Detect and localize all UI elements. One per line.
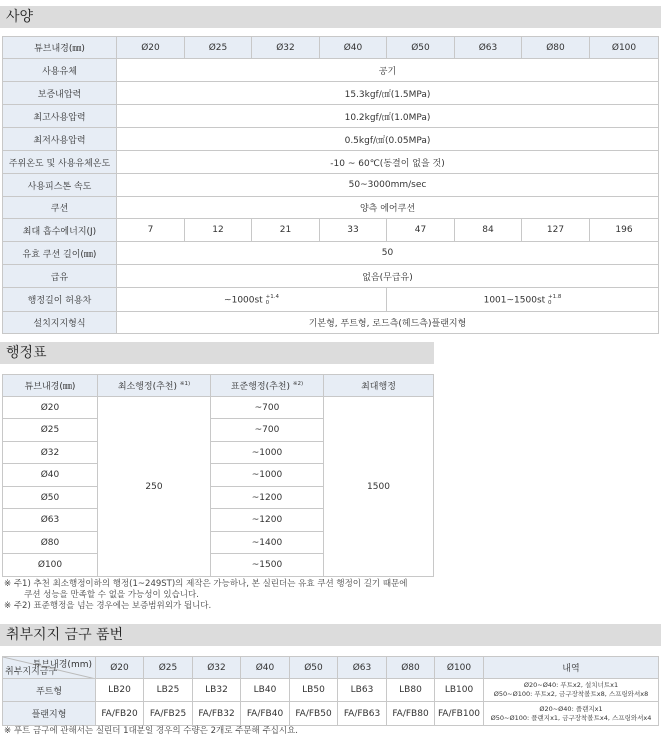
fixture-code: FA/FB32 (193, 702, 241, 726)
stroke-std-value: ~1400 (211, 532, 324, 554)
fixture-bore: Ø20 (96, 657, 144, 679)
fixture-note: ※ 푸트 금구에 관해서는 실린더 1대분일 경우의 수량은 2개로 주문해 주십시요. (4, 726, 298, 736)
spec-cushion-length-value: 50 (117, 242, 659, 265)
fixture-code: LB32 (193, 679, 241, 702)
fixture-bore: Ø40 (241, 657, 290, 679)
stroke-bore-header: 튜브내경(㎜) (3, 375, 98, 397)
stroke-min-value: 250 (98, 397, 211, 577)
spec-row-value: 양측 에어쿠션 (117, 197, 659, 219)
fixture-row-label: 플랜지형 (3, 702, 96, 726)
spec-energy-value: 127 (522, 219, 590, 242)
spec-tolerance-label: 행정길이 허용차 (3, 288, 117, 312)
fixture-code: FA/FB25 (144, 702, 193, 726)
stroke-table (2, 374, 434, 577)
stroke-std-value: ~700 (211, 397, 324, 419)
fixture-bore: Ø25 (144, 657, 193, 679)
fixture-code: LB100 (435, 679, 484, 702)
spec-energy-value: 21 (252, 219, 320, 242)
stroke-max-header: 최대행정 (324, 375, 434, 397)
stroke-bore: Ø50 (3, 487, 98, 509)
tolerance-left-limits (266, 294, 279, 306)
stroke-bore: Ø63 (3, 509, 98, 532)
stroke-header-row (3, 375, 434, 397)
fixture-code: FA/FB40 (241, 702, 290, 726)
spec-row (3, 174, 659, 197)
spec-row-label: 쿠션 (3, 197, 117, 219)
stroke-note-1-cont: 쿠션 성능을 만족할 수 없을 가능성이 있습니다. (24, 590, 199, 600)
spec-lube-row (3, 265, 659, 288)
spec-cushion-length-row (3, 242, 659, 265)
spec-cushion-length-label: 유효 쿠션 길이(㎜) (3, 242, 117, 265)
spec-row-label: 주위온도 및 사용유체온도 (3, 151, 117, 174)
fixture-row-foot (3, 679, 659, 702)
fixture-bore: Ø32 (193, 657, 241, 679)
fixture-detail-line: Ø50~Ø100: 플랜지x1, 금구장착볼트x4, 스프링와셔x4 (490, 713, 652, 722)
fixture-code: LB50 (290, 679, 338, 702)
spec-energy-value: 33 (320, 219, 387, 242)
fixture-corner-bottom: 취부지지금구 (5, 667, 58, 677)
fixture-bore: Ø63 (338, 657, 387, 679)
stroke-bore: Ø40 (3, 464, 98, 487)
stroke-notes (2, 579, 444, 612)
spec-tolerance-row (3, 288, 659, 312)
stroke-bore: Ø25 (3, 419, 98, 442)
stroke-std-value: ~1500 (211, 554, 324, 577)
fixture-corner-cell (3, 657, 96, 679)
tolerance-left-zero: 0 (265, 299, 270, 306)
stroke-std-note-mark: ※2) (292, 381, 304, 387)
stroke-bore: Ø32 (3, 442, 98, 464)
fixture-code: LB80 (387, 679, 435, 702)
spec-row (3, 151, 659, 174)
spec-energy-label: 최대 흡수에너지(J) (3, 219, 117, 242)
stroke-std-value: ~1200 (211, 509, 324, 532)
fixture-detail-line: Ø20~Ø40: 플랜지x1 (539, 704, 603, 713)
fixture-corner-top: 튜브내경(mm) (32, 660, 92, 670)
stroke-min-header (98, 375, 211, 397)
fixture-header-row (3, 657, 659, 679)
spec-bore: Ø50 (387, 37, 455, 59)
stroke-std-header-label: 표준행정(추천) (230, 382, 291, 392)
fixture-row-flange (3, 702, 659, 726)
spec-bore: Ø20 (117, 37, 185, 59)
spec-row-value: 공기 (117, 59, 659, 82)
tolerance-right-range: 1001~1500st (483, 295, 546, 305)
stroke-min-header-label: 최소행정(추천) (117, 382, 178, 392)
stroke-std-header (211, 375, 324, 397)
fixture-code: FA/FB20 (96, 702, 144, 726)
spec-energy-value: 47 (387, 219, 455, 242)
spec-row (3, 197, 659, 219)
tolerance-left-range: ~1000st (224, 295, 263, 305)
stroke-bore: Ø20 (3, 397, 98, 419)
spec-row (3, 82, 659, 105)
spec-tolerance-left (117, 288, 387, 312)
spec-row-label: 최고사용압력 (3, 105, 117, 128)
stroke-std-value: ~1200 (211, 487, 324, 509)
fixture-table (2, 656, 659, 726)
spec-row (3, 59, 659, 82)
fixture-detail (484, 702, 659, 726)
spec-mount-label: 설치지지형식 (3, 312, 117, 334)
stroke-std-value: ~1000 (211, 464, 324, 487)
tolerance-right-zero: 0 (548, 299, 552, 306)
fixture-bore: Ø100 (435, 657, 484, 679)
spec-row-label: 최저사용압력 (3, 128, 117, 151)
spec-energy-value: 196 (590, 219, 659, 242)
spec-mount-value: 기본형, 푸트형, 로드측(헤드측)플랜지형 (117, 312, 659, 334)
fixture-detail-line: Ø20~Ø40: 푸트x2, 설치너트x1 (523, 681, 619, 689)
fixture-code: FA/FB50 (290, 702, 338, 726)
stroke-min-note-mark: ※1) (179, 381, 191, 387)
stroke-std-value: ~700 (211, 419, 324, 442)
spec-row-label: 보증내압력 (3, 82, 117, 105)
spec-bore: Ø40 (320, 37, 387, 59)
tolerance-left-plus: +1.4 (265, 293, 279, 300)
spec-header-row (3, 37, 659, 59)
spec-table (2, 36, 659, 334)
fixture-code: LB63 (338, 679, 387, 702)
spec-row (3, 105, 659, 128)
stroke-note-1: ※ 주1) 추천 최소행정이하의 행정(1~249ST)의 제작은 가능하나, 본 실린더는 유효 쿠션 행정이 길기 때문에 (4, 579, 408, 589)
spec-lube-value: 없음(무급유) (117, 265, 659, 288)
spec-row-value: 0.5kgf/㎠(0.05MPa) (117, 128, 659, 151)
stroke-max-value: 1500 (324, 397, 434, 577)
spec-bore: Ø100 (590, 37, 659, 59)
spec-row (3, 128, 659, 151)
stroke-row (3, 397, 434, 419)
fixture-detail (484, 679, 659, 702)
fixture-bore: Ø50 (290, 657, 338, 679)
fixture-code: LB25 (144, 679, 193, 702)
spec-section-title: 사양 (0, 6, 661, 28)
spec-mount-row (3, 312, 659, 334)
fixture-row-label: 푸트형 (3, 679, 96, 702)
fixture-code: FA/FB100 (435, 702, 484, 726)
spec-energy-row (3, 219, 659, 242)
stroke-bore: Ø100 (3, 554, 98, 577)
stroke-std-value: ~1000 (211, 442, 324, 464)
spec-tolerance-right (387, 288, 659, 312)
spec-row-label: 사용피스톤 속도 (3, 174, 117, 197)
spec-energy-value: 84 (455, 219, 522, 242)
fixture-code: FA/FB80 (387, 702, 435, 726)
spec-bore: Ø25 (185, 37, 252, 59)
spec-row-value: 15.3kgf/㎠(1.5MPa) (117, 82, 659, 105)
tolerance-right-plus: +1.8 (548, 293, 562, 300)
spec-energy-value: 7 (117, 219, 185, 242)
spec-bore-label: 튜브내경(㎜) (3, 37, 117, 59)
fixture-bore: Ø80 (387, 657, 435, 679)
spec-row-value: 10.2kgf/㎠(1.0MPa) (117, 105, 659, 128)
spec-energy-value: 12 (185, 219, 252, 242)
stroke-note-2: ※ 주2) 표준행정을 넘는 경우에는 보증범위외가 됩니다. (4, 601, 212, 611)
fixture-code: LB20 (96, 679, 144, 702)
spec-lube-label: 급유 (3, 265, 117, 288)
fixture-code: LB40 (241, 679, 290, 702)
fixture-section-title: 취부지지 금구 품번 (0, 624, 661, 646)
spec-bore: Ø32 (252, 37, 320, 59)
stroke-bore: Ø80 (3, 532, 98, 554)
spec-bore: Ø80 (522, 37, 590, 59)
spec-row-value: 50~3000mm/sec (117, 174, 659, 197)
stroke-section-title: 행정표 (0, 342, 434, 364)
fixture-detail-line: Ø50~Ø100: 푸트x2, 금구장착볼트x8, 스프링와셔x8 (493, 690, 649, 698)
spec-bore: Ø63 (455, 37, 522, 59)
tolerance-right-limits (548, 294, 561, 306)
spec-row-value: -10 ~ 60℃(동결이 없을 것) (117, 151, 659, 174)
fixture-detail-header: 내역 (484, 657, 659, 679)
spec-row-label: 사용유체 (3, 59, 117, 82)
fixture-code: FA/FB63 (338, 702, 387, 726)
